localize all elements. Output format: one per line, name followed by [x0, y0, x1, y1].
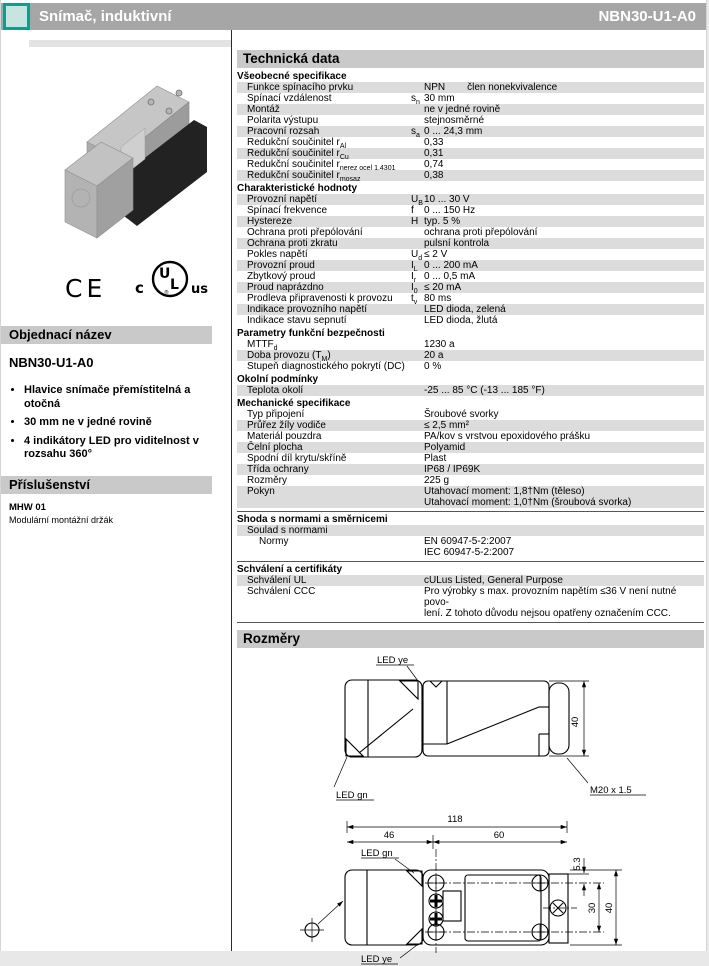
spec-label: Stupeň diagnostického pokrytí (DC): [247, 361, 405, 372]
spec-symbol: [411, 159, 424, 170]
spec-symbol: [411, 104, 424, 115]
spec-value: ≤ 20 mA: [424, 282, 462, 293]
spec-row: [237, 586, 704, 619]
spec-value: 1230 a: [424, 339, 455, 350]
spec-value: ≤ 2,5 mm²: [424, 420, 469, 431]
spec-label: Indikace stavu sepnutí: [247, 315, 347, 326]
accessories-heading: Příslušenství: [1, 476, 212, 494]
spec-symbol: [411, 475, 424, 486]
spec-label: Hystereze: [247, 216, 293, 227]
spec-row: [237, 525, 704, 536]
spec-symbol: [411, 575, 424, 586]
spec-label: Typ připojení: [247, 409, 305, 420]
spec-symbol: H: [411, 216, 419, 227]
content-columns: [1, 30, 706, 965]
spec-symbol: [411, 361, 424, 372]
certification-logos: [65, 258, 231, 302]
spec-row: [237, 238, 704, 249]
spec-value: 10 ... 30 V: [424, 194, 470, 205]
spec-value: 30 mm: [424, 93, 455, 104]
side-height-dim: 40: [570, 716, 581, 728]
spec-symbol: [411, 238, 424, 249]
spec-symbol: [411, 525, 424, 536]
spec-section-heading: Shoda s normami a směrnicemi: [237, 514, 388, 525]
spec-row: [237, 137, 704, 148]
spec-value: 0 ... 150 Hz: [424, 205, 476, 216]
spec-row: [237, 453, 704, 464]
spec-symbol: [411, 453, 424, 464]
spec-symbol: $s_a$: [411, 126, 420, 139]
spec-value: NPN člen nonekvivalence: [424, 82, 558, 93]
technical-data-heading: Technická data: [237, 50, 704, 68]
spec-label: Materiál pouzdra: [247, 431, 322, 442]
spec-value: 225 g: [424, 475, 450, 486]
spec-symbol: $I_r$: [411, 271, 417, 284]
spec-row: [237, 260, 704, 271]
spec-symbol: $U_d$: [411, 249, 423, 262]
spec-label: Redukční součinitel $r_{mosaz}$: [247, 170, 361, 183]
spec-symbol: [411, 350, 424, 361]
spec-row: [237, 536, 704, 558]
spec-value: ≤ 2 V: [424, 249, 448, 260]
spec-symbol: [411, 82, 424, 93]
spec-label: Třída ochrany: [247, 464, 309, 475]
spec-label: Zbytkový proud: [247, 271, 316, 282]
feature-item: • Hlavice snímače přemístitelná a otočná: [24, 384, 209, 411]
spec-label: Schválení CCC: [247, 586, 316, 597]
spec-value: Pro výrobky s max. provozním napětím ≤36 V není nutné povo- lení. Z tohoto důvodu nejsou opatřeny označením CCC.: [424, 586, 677, 619]
spec-value: pulsní kontrola: [424, 238, 490, 249]
top-offset-dim: 5.3: [572, 857, 583, 871]
spec-symbol: [411, 420, 424, 431]
spec-symbol: $s_n$: [411, 93, 420, 106]
feature-item: • 30 mm ne v jedné rovině: [24, 416, 209, 430]
spec-row: [237, 431, 704, 442]
spec-label: Schválení UL: [247, 575, 307, 586]
spec-symbol: [411, 442, 424, 453]
spec-label: Pokles napětí: [247, 249, 308, 260]
spec-symbol: [411, 431, 424, 442]
brand-logo-icon: [3, 3, 30, 30]
spec-label: Ochrana proti zkratu: [247, 238, 338, 249]
spec-row: [237, 93, 704, 104]
side-led-yellow-label: LED ye: [377, 655, 409, 666]
spec-label: Provozní napětí: [247, 194, 318, 205]
spec-label: $MTTF_d$: [247, 339, 278, 352]
ul-c-text: c: [135, 279, 144, 297]
spec-value: 0,33: [424, 137, 444, 148]
spec-label: Normy: [259, 536, 289, 547]
product-photo: [29, 40, 231, 240]
spec-row: [237, 205, 704, 216]
spec-row: [237, 315, 704, 326]
spec-value: 80 ms: [424, 293, 452, 304]
spec-symbol: [411, 486, 424, 508]
spec-value: 0 ... 0,5 mA: [424, 271, 476, 282]
spec-row: [237, 350, 704, 361]
spec-row: [237, 304, 704, 315]
side-thread-label: M20 x 1.5: [590, 785, 632, 796]
spec-symbol: [411, 339, 424, 350]
spec-label: Doba provozu $(T_M)$: [247, 350, 331, 363]
spec-label: Čelní plocha: [247, 442, 303, 453]
side-led-green-label: LED gn: [336, 790, 368, 801]
ordering-heading: Objednací název: [1, 326, 212, 344]
spec-row: [237, 170, 704, 181]
spec-value: ochrana proti přepólování: [424, 227, 538, 238]
spec-value: 0,38: [424, 170, 444, 181]
spec-value: ne v jedné rovině: [424, 104, 501, 115]
product-type-title: Snímač, induktivní: [39, 8, 172, 25]
sensing-direction-symbol: [300, 901, 343, 942]
accessory-code: MHW 01: [9, 501, 46, 513]
spec-label: Ochrana proti přepólování: [247, 227, 363, 238]
ul-l-text: L: [170, 277, 179, 293]
spec-row: [237, 82, 704, 93]
spec-symbol: [411, 586, 424, 619]
spec-value: 20 a: [424, 350, 444, 361]
spec-value: -25 ... 85 °C (-13 ... 185 °F): [424, 385, 545, 396]
spec-symbol: [411, 464, 424, 475]
spec-symbol: [411, 304, 424, 315]
spec-label: Indikace provozního napětí: [247, 304, 368, 315]
technical-table: [237, 71, 704, 623]
spec-row: [237, 464, 704, 475]
spec-symbol: [411, 315, 424, 326]
spec-row: [237, 420, 704, 431]
photo-top-strip: [29, 40, 231, 47]
spec-section-heading: Schválení a certifikáty: [237, 564, 343, 575]
spec-label: Spodní díl krytu/skříně: [247, 453, 347, 464]
spec-row: [237, 227, 704, 238]
spec-label: Spínací vzdálenost: [247, 93, 332, 104]
spec-value: PA/kov s vrstvou epoxidového prášku: [424, 431, 591, 442]
spec-label: Teplota okolí: [247, 385, 304, 396]
spec-row: [237, 249, 704, 260]
spec-symbol: [411, 227, 424, 238]
spec-label: Funkce spínacího prvku: [247, 82, 354, 93]
spec-symbol: [411, 170, 424, 181]
spec-row: [237, 442, 704, 453]
spec-label: Průřez žíly vodiče: [247, 420, 326, 431]
spec-row: [237, 475, 704, 486]
spec-symbol: f: [411, 205, 414, 216]
spec-symbol: [411, 115, 424, 126]
right-column: [232, 30, 709, 965]
spec-row: [237, 126, 704, 137]
spec-label: Redukční součinitel $r_{Al}$: [247, 137, 347, 150]
spec-label: Spínací frekvence: [247, 205, 328, 216]
accessory-name: Modulární montážní držák: [9, 514, 114, 525]
spec-label: Provozní proud: [247, 260, 315, 271]
spec-symbol: [411, 148, 424, 159]
spec-row: [237, 271, 704, 282]
spec-value: 0 ... 24,3 mm: [424, 126, 483, 137]
spec-symbol: $U_B$: [411, 194, 423, 207]
spec-row: [237, 216, 704, 227]
spec-value: LED dioda, zelená: [424, 304, 506, 315]
ce-mark-icon: [65, 272, 117, 302]
spec-symbol: [411, 409, 424, 420]
spec-row: [237, 115, 704, 126]
spec-label: Montáž: [247, 104, 280, 115]
feature-item: • 4 indikátory LED pro viditelnost v rozsahu 360°: [24, 435, 209, 462]
ul-u-text: U: [159, 266, 171, 282]
spec-value: typ. 5 %: [424, 216, 461, 227]
spec-label: Proud naprázdno: [247, 282, 324, 293]
left-column: [1, 30, 232, 951]
spec-value: Utahovací moment: 1,8†Nm (těleso) Utahovací moment: 1,0†Nm (šroubová svorka): [424, 486, 632, 508]
spec-value: Šroubové svorky: [424, 409, 499, 420]
spec-label: Pokyn: [247, 486, 275, 497]
spec-symbol: $t_v$: [411, 293, 418, 306]
page-header: [1, 3, 706, 30]
top-hole-pitch-dim: 30: [587, 902, 598, 914]
ordering-code: NBN30-U1-A0: [9, 355, 94, 370]
header-part-number: NBN30-U1-A0: [598, 8, 696, 25]
top-led-yellow-label: LED ye: [361, 954, 393, 965]
top-led-green-label: LED gn: [361, 848, 393, 859]
spec-label: Pracovní rozsah: [247, 126, 320, 137]
top-hole-spacing-dim: 60: [493, 830, 505, 841]
ul-mark-icon: [133, 256, 211, 302]
spec-row: [237, 282, 704, 293]
spec-label: Redukční součinitel $r_{Cu}$: [247, 148, 349, 161]
spec-label: Polarita výstupu: [247, 115, 319, 126]
spec-row: [237, 293, 704, 304]
spec-symbol: [411, 137, 424, 148]
spec-value: 0,31: [424, 148, 444, 159]
dimensions-heading: Rozměry: [237, 630, 704, 648]
feature-list: [9, 384, 209, 462]
spec-value: Polyamid: [424, 442, 466, 453]
spec-value: LED dioda, žlutá: [424, 315, 498, 326]
spec-value: EN 60947-5-2:2007 IEC 60947-5-2:2007: [424, 536, 515, 558]
spec-value: [424, 525, 704, 536]
dimension-drawing-top-view: [237, 812, 704, 966]
spec-value: 0 %: [424, 361, 442, 372]
spec-row: [237, 409, 704, 420]
spec-symbol: [411, 536, 424, 558]
top-total-length-dim: 118: [447, 814, 463, 825]
ul-us-text: us: [191, 282, 208, 297]
spec-value: stejnosměrné: [424, 115, 485, 126]
spec-value: 0 ... 200 mA: [424, 260, 478, 271]
spec-row: [237, 104, 704, 115]
spec-label: Rozměry: [247, 475, 288, 486]
ce-mark-text: CE: [65, 274, 107, 303]
sensor-photo-illustration: [29, 47, 231, 240]
spec-label: Soulad s normami: [247, 525, 328, 536]
spec-label: Prodleva připravenosti k provozu: [247, 293, 393, 304]
spec-row: [237, 575, 704, 586]
spec-section-heading: Mechanické specifikace: [237, 398, 351, 409]
spec-section-heading: Charakteristické hodnoty: [237, 183, 358, 194]
spec-value: IP68 / IP69K: [424, 464, 481, 475]
spec-row: [237, 361, 704, 372]
spec-row: [237, 148, 704, 159]
dimension-drawing-side-view: [237, 652, 704, 812]
top-width-dim: 40: [604, 902, 615, 914]
spec-symbol: $I_L$: [411, 260, 418, 273]
spec-section-heading: Okolní podmínky: [237, 374, 319, 385]
spec-section-heading: Všeobecné specifikace: [237, 71, 347, 82]
spec-value: cULus Listed, General Purpose: [424, 575, 563, 586]
ul-reg-text: ®: [164, 290, 169, 296]
top-head-length-dim: 46: [383, 830, 395, 841]
spec-row: [237, 194, 704, 205]
spec-symbol: $I_0$: [411, 282, 418, 295]
spec-row: [237, 339, 704, 350]
spec-symbol: [411, 385, 424, 396]
spec-section-heading: Parametry funkční bezpečnosti: [237, 328, 385, 339]
spec-row: [237, 486, 704, 508]
spec-value: Plast: [424, 453, 447, 464]
spec-label: Redukční součinitel $r_{nerez ocel 1.4301}$: [247, 159, 396, 172]
spec-value: 0,74: [424, 159, 444, 170]
spec-row: [237, 385, 704, 396]
spec-row: [237, 159, 704, 170]
